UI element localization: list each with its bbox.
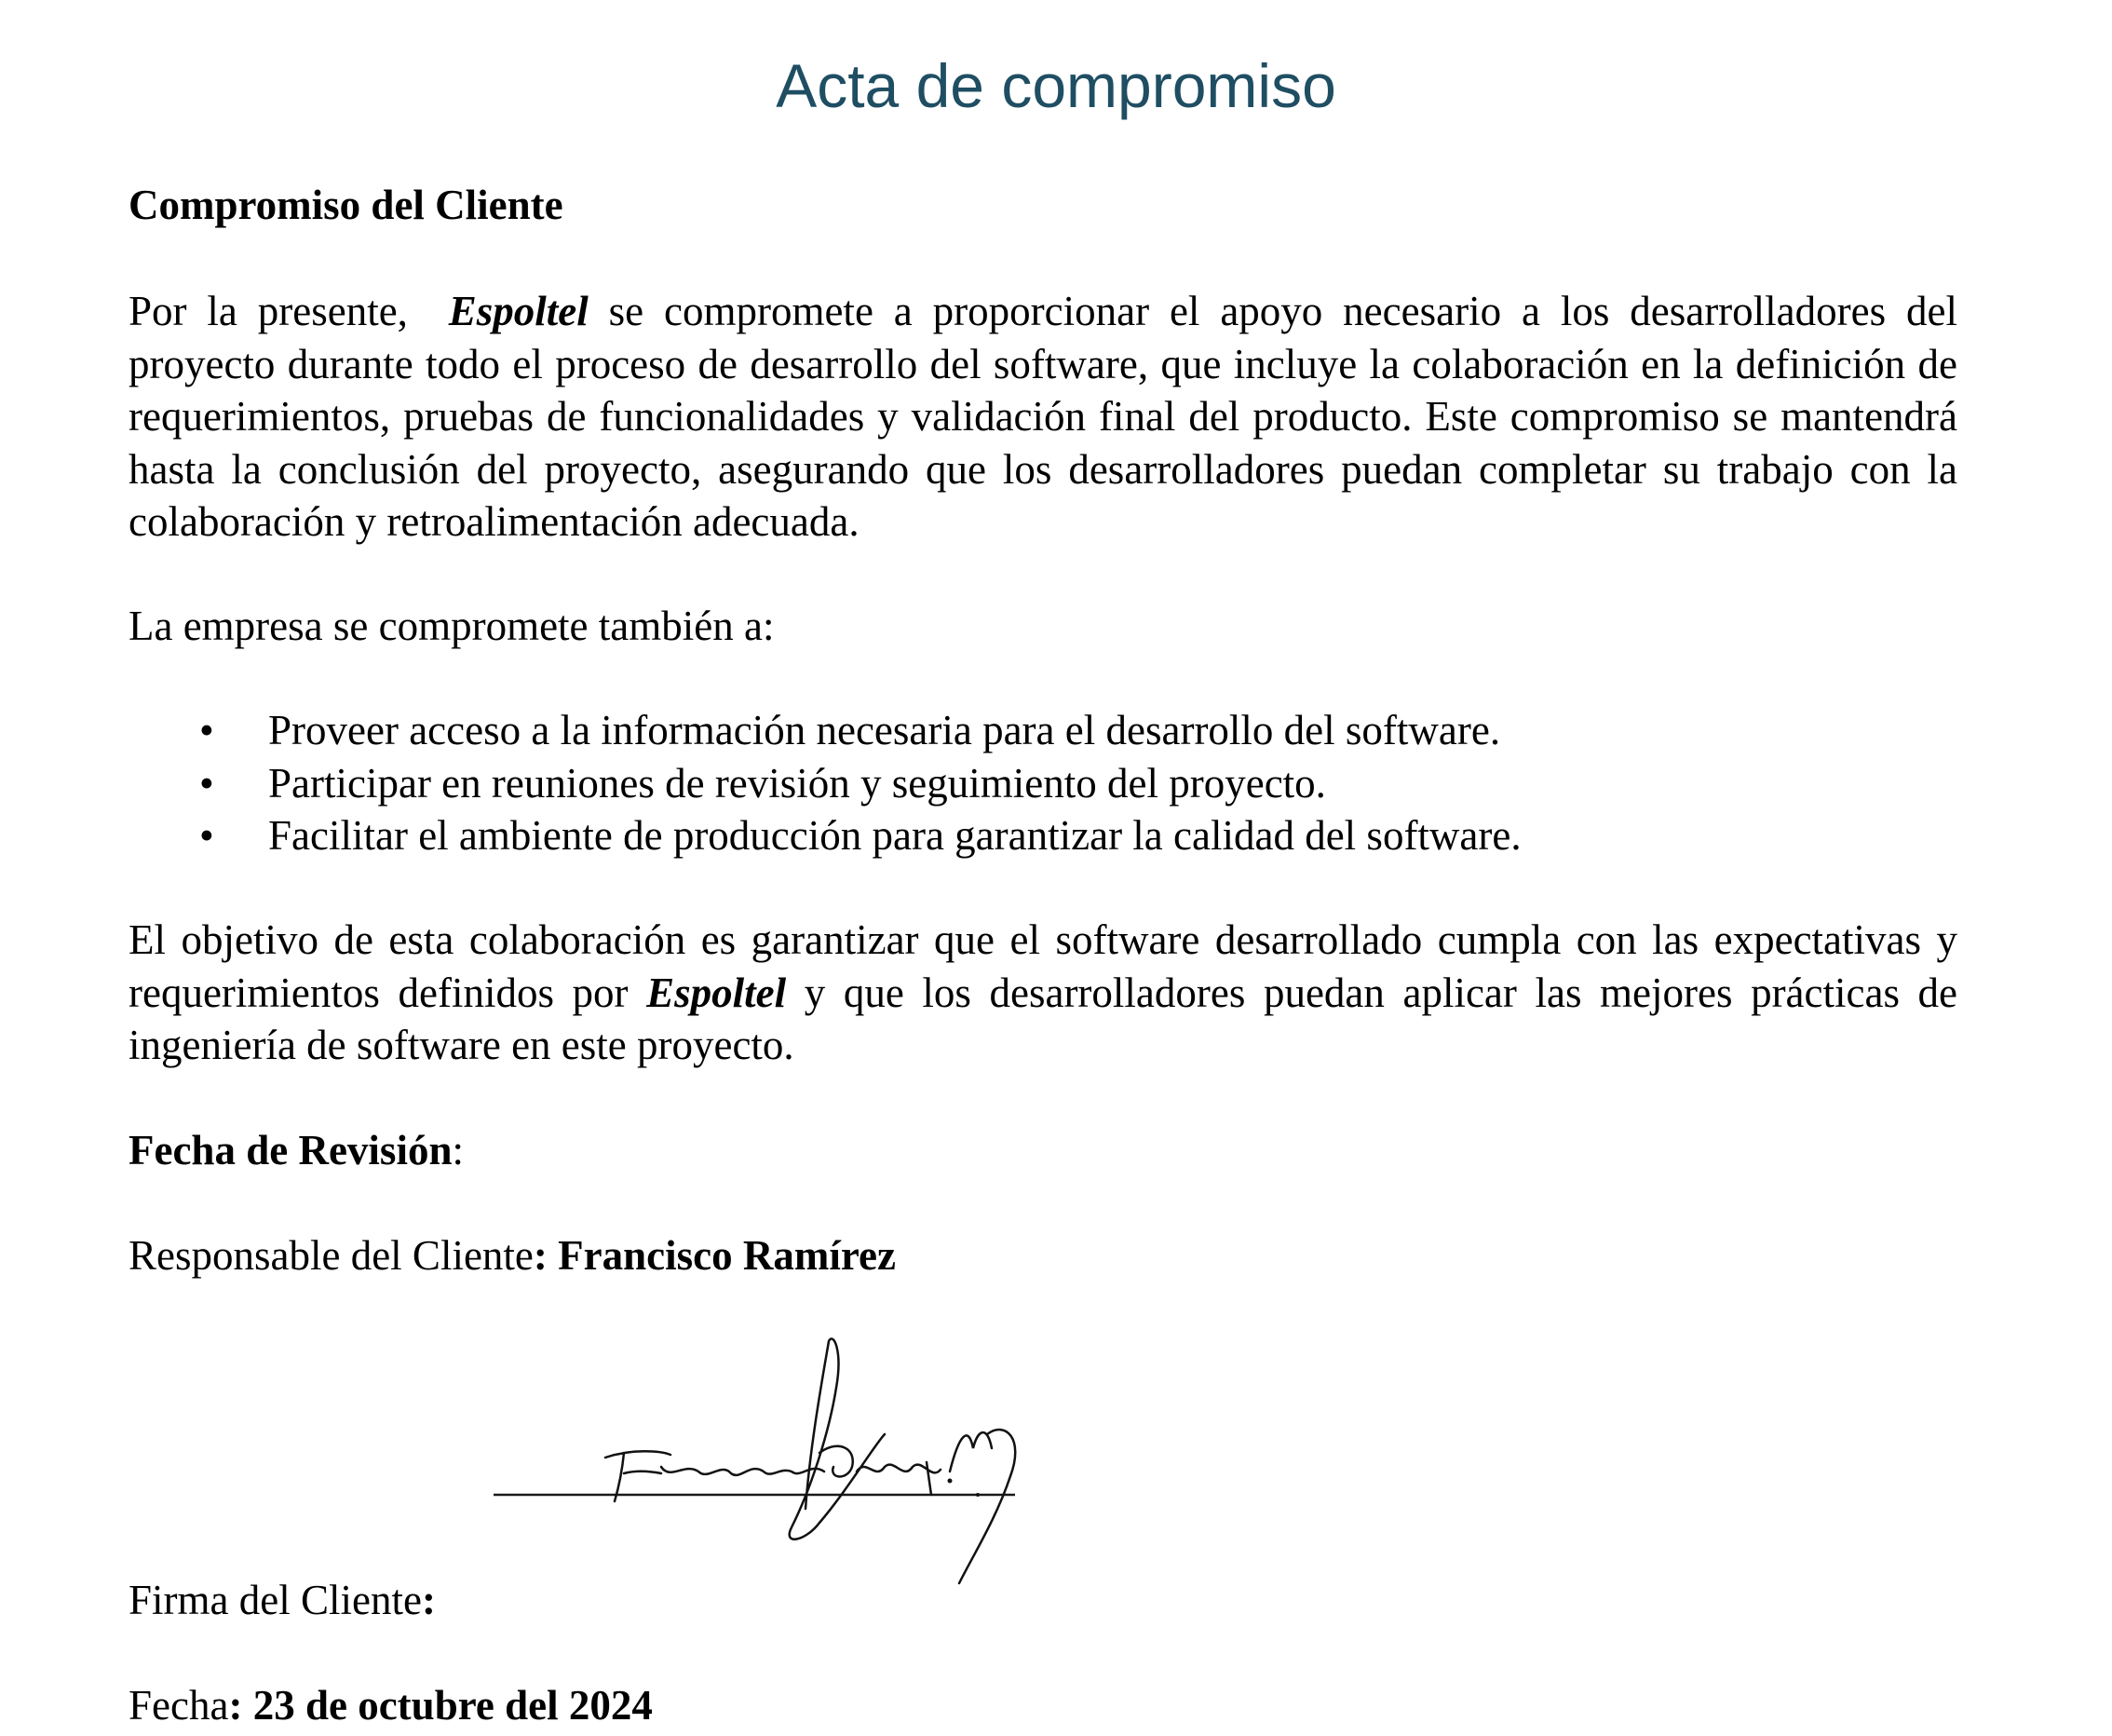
responsible-name: Francisco Ramírez (558, 1232, 896, 1279)
additional-commitments-intro: La empresa se compromete también a: (129, 603, 775, 649)
paragraph-body: y que los desarrolladores puedan aplicar las mejores prácticas de ingeniería de software en este proyecto. (129, 969, 1958, 1068)
list-item (129, 809, 1957, 862)
commitment-paragraph (129, 285, 1957, 549)
list-item-text: Facilitar el ambiente de producción para garantizar la calidad del software. (268, 812, 1522, 859)
responsible-line (129, 1229, 1957, 1282)
colon: : (421, 1577, 436, 1623)
company-name: Espoltel (448, 288, 589, 334)
date-line (129, 1679, 1957, 1732)
bullet: • (199, 707, 214, 753)
objective-paragraph (129, 914, 1957, 1072)
paragraph-body: se compromete a proporcionar el apoyo necesario a los desarrolladores del proyecto durante todo el proceso de desarrollo del software, que incluye la colaboración en la definición de requerimientos, pruebas de funcionalidades y validación final del producto. Este compromiso se mantendrá hasta la conclusión del proyecto, asegurando que los desarrolladores puedan completar su trabajo con la colaboración y retroalimentación adecuada. (129, 288, 1957, 545)
colon: : (452, 1127, 464, 1173)
signature-line-label (129, 1574, 1957, 1627)
document-title: Acta de compromiso (776, 51, 1336, 120)
review-date-label: Fecha de Revisión (129, 1127, 453, 1173)
review-date-line (129, 1124, 1957, 1177)
responsible-label: Responsable del Cliente (129, 1232, 534, 1279)
list-item-text: Proveer acceso a la información necesaria para el desarrollo del software. (268, 707, 1501, 753)
paragraph-intro: Por la presente, (129, 288, 408, 334)
company-name: Espoltel (646, 969, 787, 1016)
paragraph-intro: El objetivo de esta colaboración es garantizar que el software desarrollado cumpla con las expectativas y requerimientos definidos por (129, 916, 1957, 1016)
date-value: 23 de octubre del 2024 (252, 1682, 653, 1729)
date-label: Fecha (129, 1682, 229, 1729)
bullet: • (199, 812, 214, 859)
bullet: • (199, 759, 214, 807)
list-item (129, 704, 1957, 757)
colon: : (533, 1232, 548, 1279)
commitments-list (129, 704, 1957, 862)
section-heading: Compromiso del Cliente (129, 182, 563, 228)
colon: : (228, 1682, 243, 1729)
list-item-text: Participar en reuniones de revisión y seguimiento del proyecto. (268, 759, 1326, 807)
list-item (129, 757, 1957, 810)
signature-label: Firma del Cliente (129, 1577, 422, 1623)
